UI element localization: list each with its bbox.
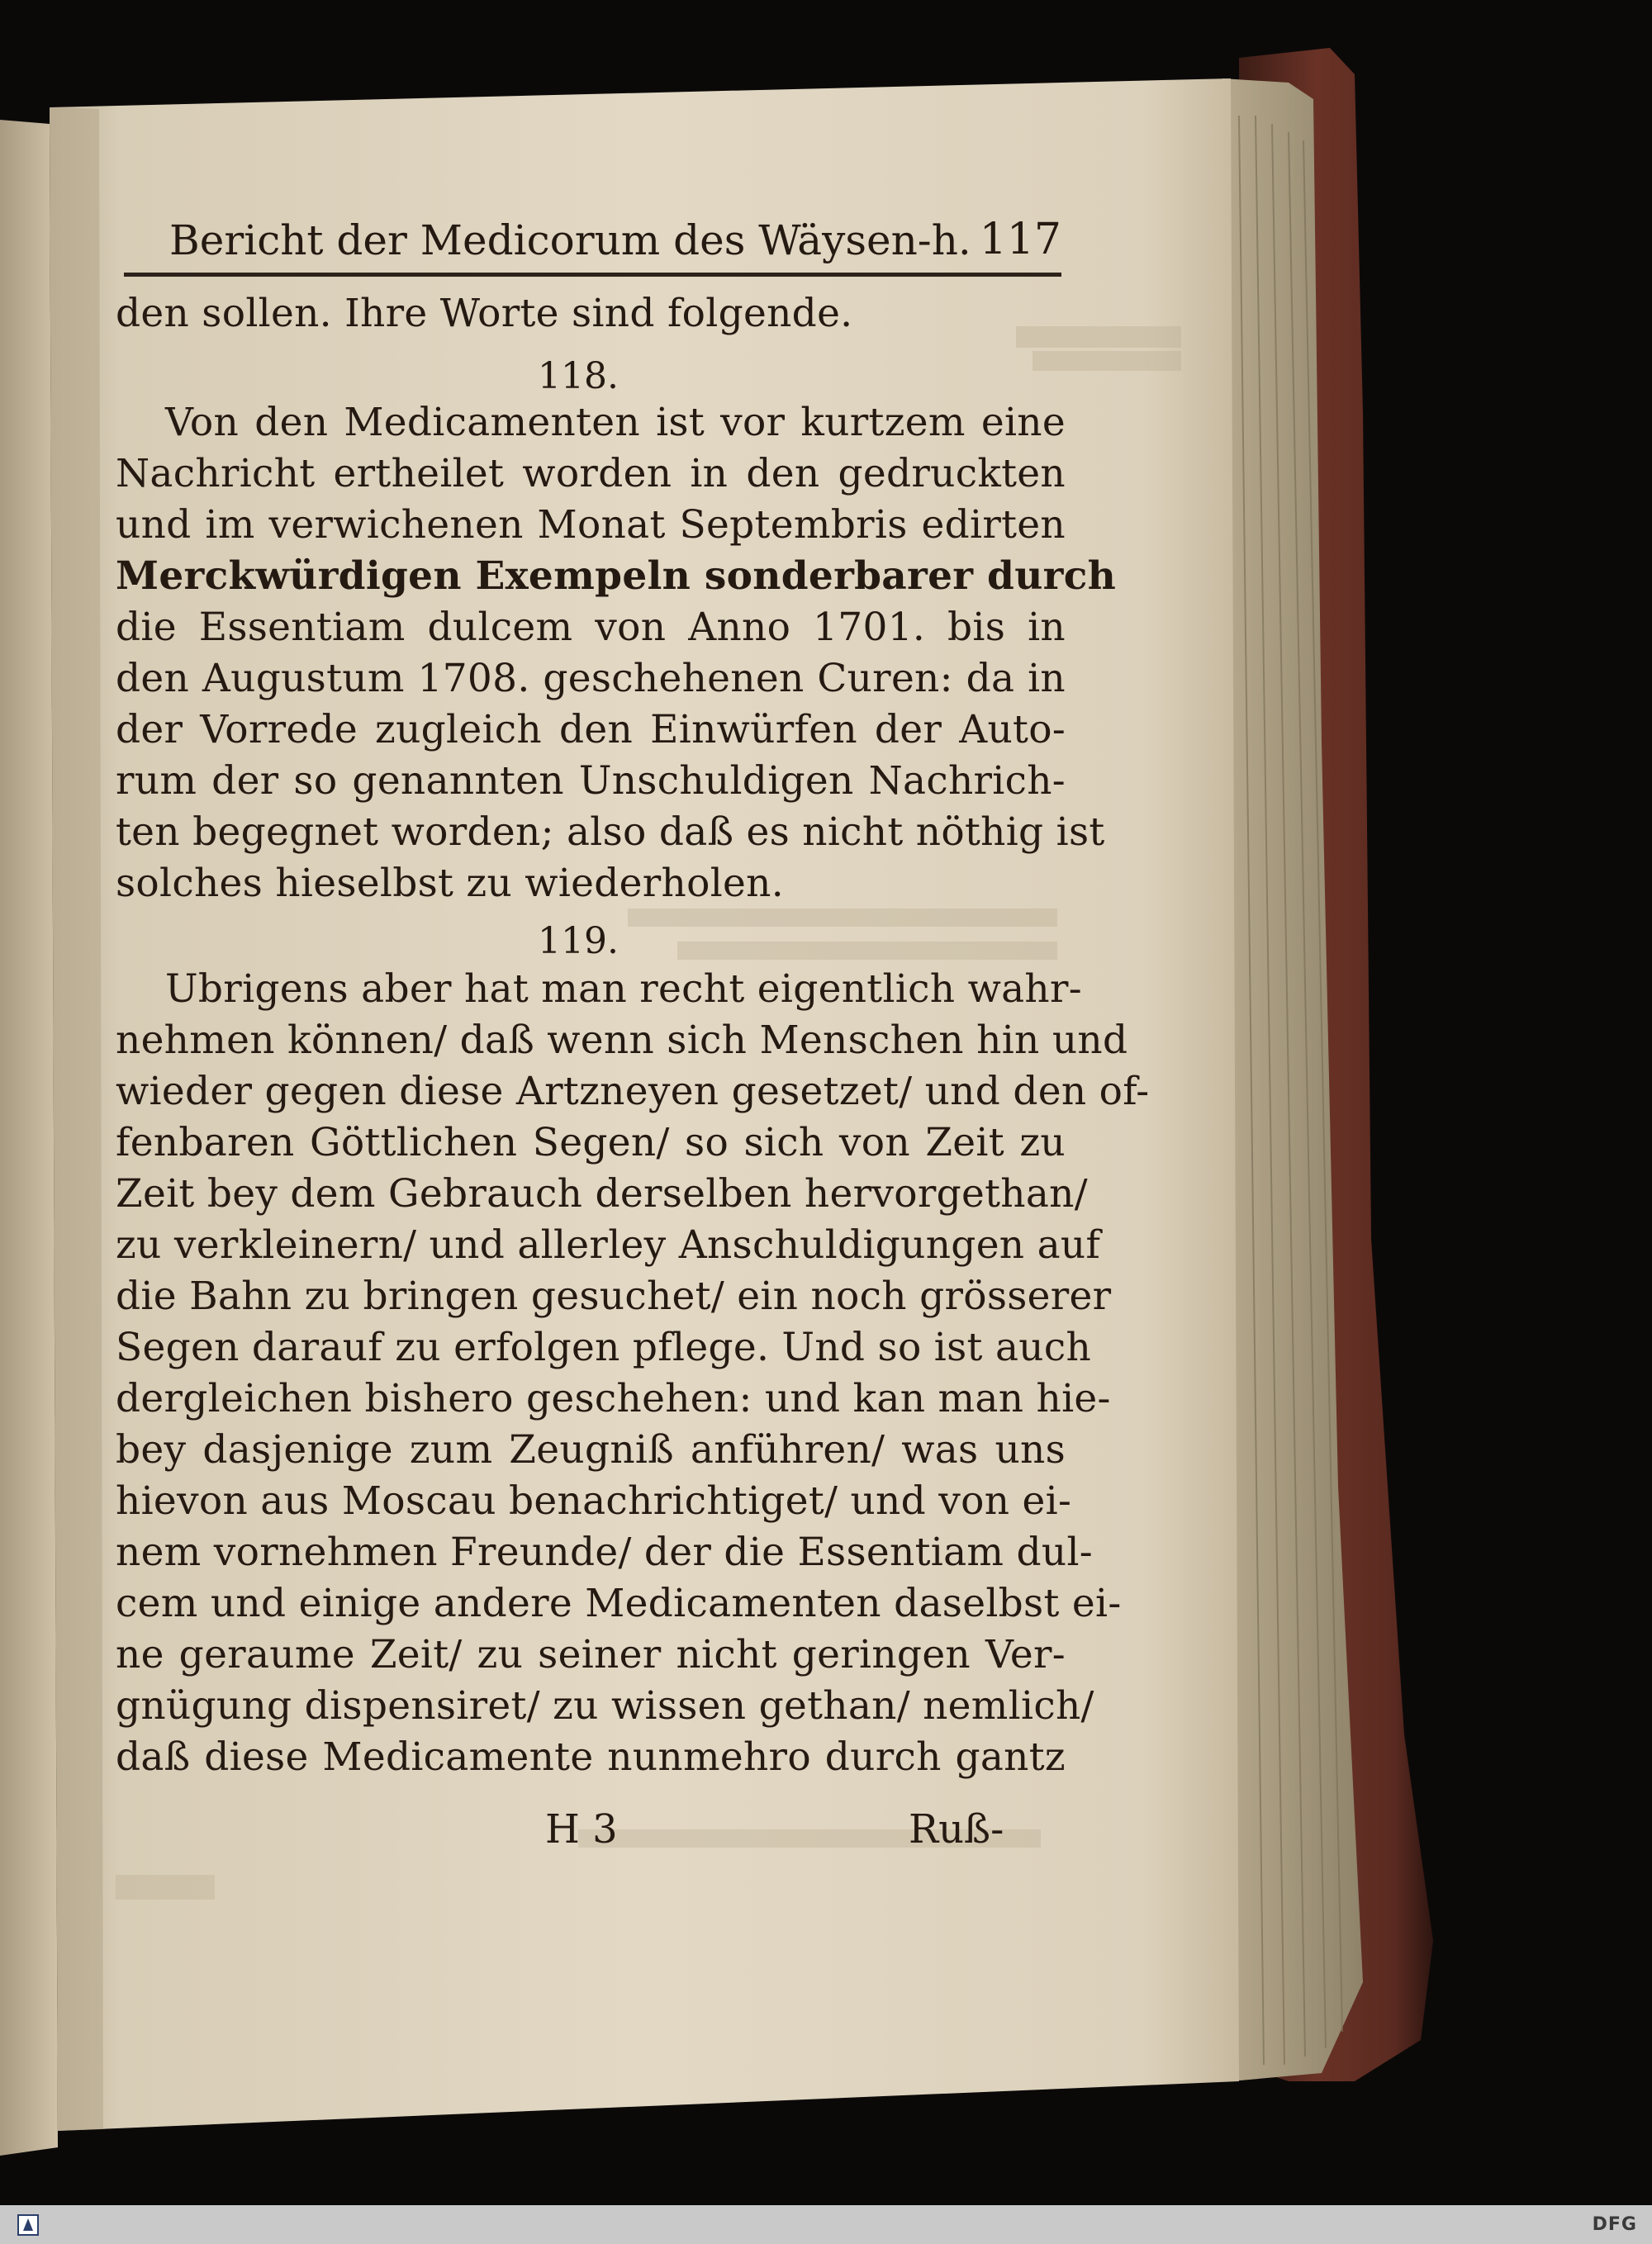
text-line: rum der so genannten Unschuldigen Nachrich- (116, 758, 1066, 804)
text-line: Nachricht ertheilet worden in den gedruckten (116, 451, 1066, 496)
text-line: Merckwürdigen Exempeln sonderbarer durch (116, 553, 1117, 599)
text-line: gnügung dispensiret/ zu wissen gethan/ nemlich/ (116, 1683, 1094, 1729)
page-number: 117 (979, 215, 1061, 264)
signature-mark: H 3 (545, 1806, 618, 1853)
text-line: cem und einige andere Medicamenten daselbst ei- (116, 1581, 1122, 1626)
text-line: der Vorrede zugleich den Einwürfen der Auto- (116, 707, 1066, 752)
text-line: zu verkleinern/ und allerley Anschuldigungen auf (116, 1222, 1101, 1268)
text-line: die Bahn zu bringen gesuchet/ ein noch grösserer (116, 1274, 1112, 1319)
text-line: Von den Medicamenten ist vor kurtzem eine (165, 400, 1066, 445)
library-seal-icon (12, 2210, 45, 2240)
text-line: Ubrigens aber hat man recht eigentlich wahr- (165, 966, 1082, 1012)
running-head (169, 198, 1061, 264)
text-line: ten begegnet worden; also daß es nicht nöthig ist (116, 809, 1105, 855)
text-line: solches hieselbst zu wiederholen. (116, 861, 784, 906)
text-line: ne geraume Zeit/ zu seiner nicht geringen Ver- (116, 1632, 1066, 1677)
section-number-119: 119. (538, 920, 619, 962)
text-line: daß diese Medicamente nunmehro durch gantz (116, 1734, 1066, 1780)
running-head-title: Bericht der Medicorum des Wäysen-h. (169, 216, 971, 264)
text-line: die Essentiam dulcem von Anno 1701. bis in (116, 605, 1066, 650)
text-line: den Augustum 1708. geschehenen Curen: da in (116, 656, 1066, 701)
catchword: Ruß- (909, 1806, 1004, 1853)
section-number-118: 118. (538, 355, 619, 397)
text-line: fenbaren Göttlichen Segen/ so sich von Zeit zu (116, 1120, 1066, 1165)
text-line: hievon aus Moscau benachrichtiget/ und von ei- (116, 1478, 1072, 1524)
text-line: Segen darauf zu erfolgen pflege. Und so ist auch (116, 1325, 1092, 1370)
footer-bar (0, 2205, 1652, 2244)
text-line: nehmen können/ daß wenn sich Menschen hin und (116, 1018, 1128, 1063)
text-line: nem vornehmen Freunde/ der die Essentiam dul- (116, 1530, 1093, 1575)
text-line: bey dasjenige zum Zeugniß anführen/ was uns (116, 1427, 1066, 1473)
text-line: wieder gegen diese Artzneyen gesetzet/ und den of- (116, 1069, 1150, 1114)
text-line: und im verwichenen Monat Septembris edirten (116, 502, 1066, 548)
text-line: Zeit bey dem Gebrauch derselben hervorgethan/ (116, 1171, 1088, 1217)
header-rule (124, 273, 1061, 277)
dfg-logo: DFG (1592, 2214, 1637, 2235)
text-line: dergleichen bishero geschehen: und kan man hie- (116, 1376, 1111, 1421)
text-line: den sollen. Ihre Worte sind folgende. (116, 291, 853, 336)
